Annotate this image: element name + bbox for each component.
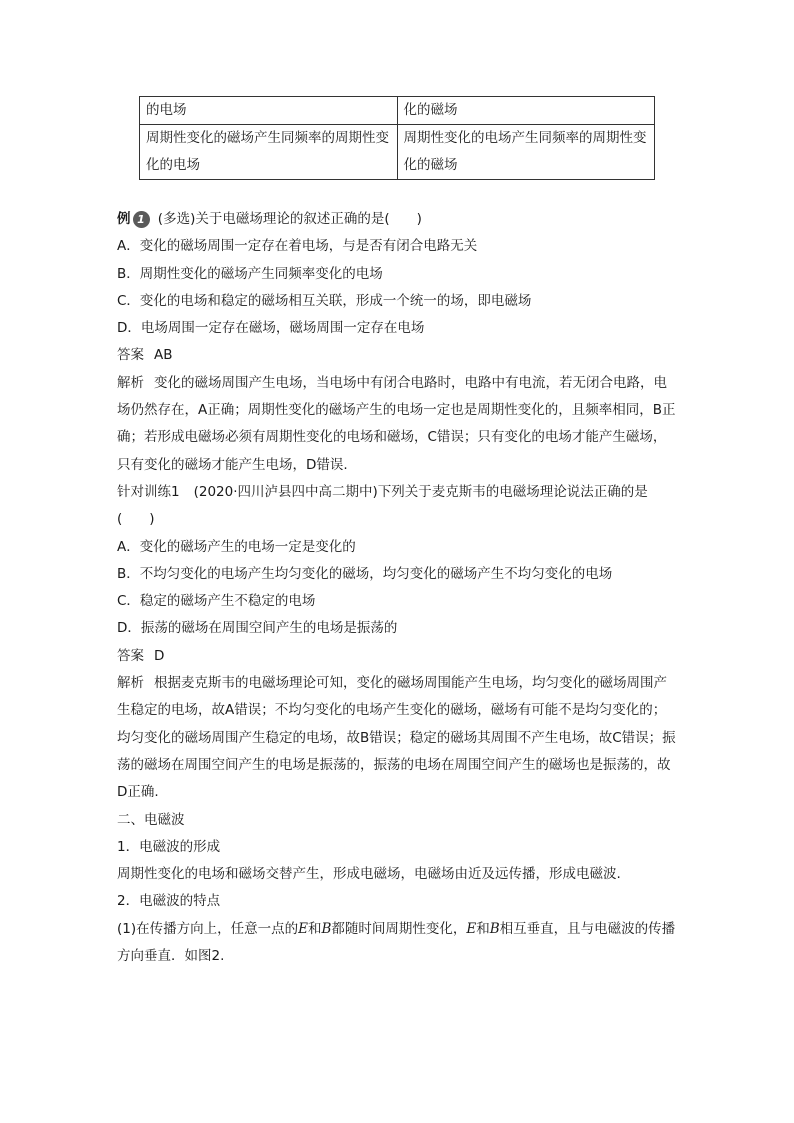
example-marker bbox=[117, 206, 154, 233]
training-analysis bbox=[117, 670, 679, 806]
main-content bbox=[117, 206, 679, 970]
training-option-d: D．振荡的磁场在周围空间产生的电场是振荡的 bbox=[117, 620, 398, 637]
table-cell: 化的磁场 bbox=[397, 97, 655, 125]
table-row bbox=[140, 97, 655, 125]
subsection-text bbox=[117, 916, 679, 971]
variable-b: B bbox=[321, 920, 332, 937]
training-answer bbox=[117, 643, 679, 670]
text-span: 都随时间周期性变化， bbox=[331, 920, 467, 937]
answer-label: 答案 bbox=[117, 347, 144, 364]
example-option-c: C．变化的电场和稳定的磁场相互关联，形成一个统一的场，即电磁场 bbox=[117, 292, 532, 309]
analysis-text: 根据麦克斯韦的电磁场理论可知，变化的磁场周围能产生电场，均匀变化的磁场周围产生稳定的电场，故A错误；不均匀变化的电场产生变化的磁场，磁场有可能不是均匀变化的；均匀变化的磁场周围产生稳定的电场，故B错误；稳定的磁场其周围不产生电场，故C错误；振荡的磁场在周围空间产生的电场是振荡的，振荡的电场在周围空间产生的磁场也是振荡的，故D正确. bbox=[117, 675, 676, 801]
training-option-a: A．变化的磁场产生的电场一定是变化的 bbox=[117, 538, 356, 555]
example-question bbox=[117, 206, 679, 233]
analysis-label: 解析 bbox=[117, 374, 144, 391]
example-question-text: (多选)关于电磁场理论的叙述正确的是( ) bbox=[157, 211, 422, 227]
training-option-b: B．不均匀变化的电场产生均匀变化的磁场，均匀变化的磁场产生不均匀变化的电场 bbox=[117, 565, 613, 582]
training-source: (2020·四川泸县四中高二期中) bbox=[193, 483, 378, 500]
example-answer bbox=[117, 342, 679, 369]
training-question bbox=[117, 479, 679, 534]
subsection-title: 1．电磁波的形成 bbox=[117, 838, 221, 855]
section-heading: 二、电磁波 bbox=[117, 811, 185, 828]
example-option-b: B．周期性变化的磁场产生同频率变化的电场 bbox=[117, 265, 383, 282]
variable-e: E bbox=[298, 920, 308, 937]
variable-b: B bbox=[489, 920, 500, 937]
training-question-text: 下列关于麦克斯韦的电磁场理论说法正确的是( ) bbox=[117, 483, 648, 528]
text-span: 相互垂直，且与电磁波的传播方向垂直．如图2. bbox=[117, 920, 676, 965]
training-label: 针对训练1 bbox=[117, 483, 180, 500]
answer-value: D bbox=[154, 647, 165, 664]
answer-label: 答案 bbox=[117, 647, 144, 664]
analysis-text: 变化的磁场周围产生电场，当电场中有闭合电路时，电路中有电流，若无闭合电路，电场仍然存在，A正确；周期性变化的磁场产生的电场一定也是周期性变化的，且频率相同，B正确；若形成电磁场必须有周期性变化的电场和磁场，C错误；只有变化的电场才能产生磁场，只有变化的磁场才能产生电场，D错误. bbox=[117, 374, 676, 473]
text-span: (1)在传播方向上，任意一点的 bbox=[117, 920, 299, 937]
comparison-table bbox=[139, 96, 655, 180]
training-option-c: C．稳定的磁场产生不稳定的电场 bbox=[117, 593, 316, 610]
table-cell: 周期性变化的磁场产生同频率的周期性变化的电场 bbox=[140, 125, 398, 180]
subsection-title: 2．电磁波的特点 bbox=[117, 893, 221, 910]
example-option-d: D．电场周围一定存在磁场，磁场周围一定存在电场 bbox=[117, 320, 425, 337]
table-cell: 的电场 bbox=[140, 97, 398, 125]
text-span: 和 bbox=[307, 920, 322, 937]
variable-e: E bbox=[466, 920, 477, 937]
example-option-a: A．变化的磁场周围一定存在着电场，与是否有闭合电路无关 bbox=[117, 238, 478, 255]
subsection-text: 周期性变化的电场和磁场交替产生，形成电磁场，电磁场由近及远传播，形成电磁波. bbox=[117, 866, 621, 883]
analysis-label: 解析 bbox=[117, 675, 144, 692]
table-cell: 周期性变化的电场产生同频率的周期性变化的磁场 bbox=[397, 125, 655, 180]
example-label: 例 bbox=[117, 211, 131, 227]
example-analysis bbox=[117, 370, 679, 479]
answer-value: AB bbox=[154, 347, 173, 364]
table-row bbox=[140, 125, 655, 180]
example-number-badge: 1 bbox=[133, 211, 150, 228]
text-span: 和 bbox=[476, 920, 490, 937]
